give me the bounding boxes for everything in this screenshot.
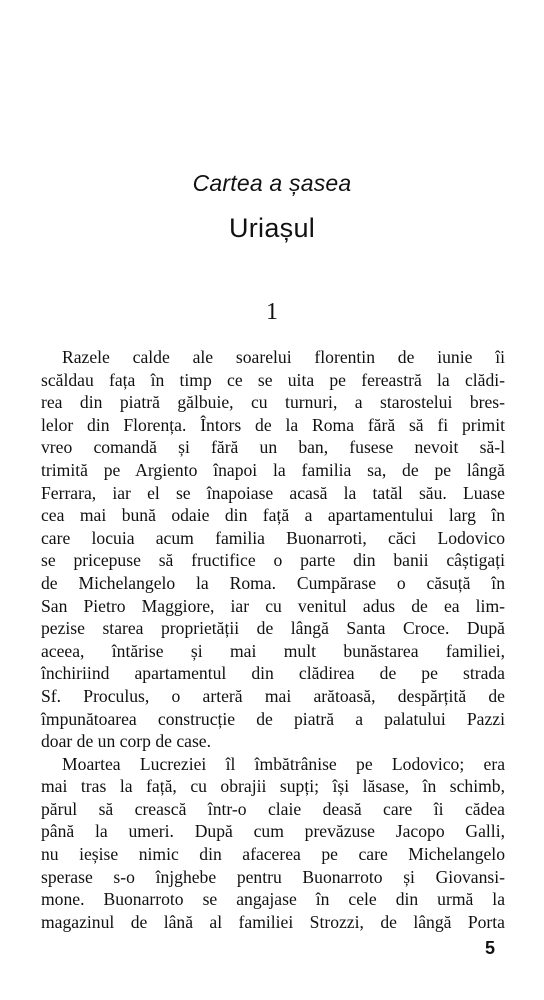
text-line: mone. Buonarroto se angajase în cele din urmă la	[41, 889, 505, 910]
text-line: împunătoarea construcție de piatră a palatului Pazzi	[41, 708, 505, 729]
book-title: Uriașul	[228, 213, 316, 243]
page-number: 5	[484, 938, 495, 958]
text-line: sperase s-o înjghebe pentru Buonarroto și Giovansi-	[41, 866, 505, 887]
text-line: până la umeri. După cum prevăzuse Jacopo Galli,	[41, 821, 505, 842]
text-line: pezise starea proprietății de lângă Santa Croce. După	[41, 618, 505, 639]
text-line: magazinul de lână al familiei Strozzi, de lângă Porta	[41, 911, 505, 932]
text-line: Sf. Proculus, o arteră mai arătoasă, despărțită de	[41, 685, 505, 706]
text-line: rea din piatră gălbuie, cu turnuri, a starostelui bres-	[41, 392, 505, 413]
text-line: Razele calde ale soarelui florentin de iunie îi	[62, 347, 505, 367]
part-title: Cartea a șasea	[192, 170, 352, 196]
text-line: scăldau fața în timp ce se uita pe fereastră la clădi-	[41, 369, 505, 390]
text-line: închiriind apartamentul din clădirea de pe strada	[41, 663, 505, 684]
text-line: nu ieșise nimic din afacerea pe care Michelangelo	[41, 844, 505, 865]
text-line: San Pietro Maggiore, iar cu venitul adus de ea lim-	[41, 595, 505, 616]
text-line: Moartea Lucreziei îl îmbătrânise pe Lodovico; era	[62, 753, 505, 774]
chapter-number: 1	[266, 299, 278, 325]
text-line: care locuia acum familia Buonarroti, căci Lodovico	[41, 527, 505, 548]
text-line: lelor din Florența. Întors de la Roma fără să fi primit	[41, 414, 505, 435]
text-line: Ferrara, iar el se înapoiase acasă la tatăl său. Luase	[41, 482, 505, 503]
text-line: doar de un corp de case.	[41, 731, 211, 752]
text-line: părul să crească într-o claie deasă care îi cădea	[41, 798, 505, 819]
text-line: trimită pe Argiento înapoi la familia sa, de pe lângă	[41, 459, 505, 480]
text-line: aceea, întărise și mai mult bunăstarea familiei,	[41, 640, 505, 661]
text-line: de Michelangelo la Roma. Cumpărase o căsuță în	[41, 572, 505, 593]
body-text	[41, 346, 505, 933]
text-line: mai tras la față, cu obrajii supți; își lăsase, în schimb,	[41, 776, 505, 797]
text-line: vreo comandă și fără un ban, fusese nevoit să-l	[41, 437, 505, 458]
text-line: cea mai bună odaie din față a apartamentului larg în	[41, 505, 505, 526]
text-line: se pricepuse să fructifice o parte din banii câștigați	[41, 550, 505, 571]
